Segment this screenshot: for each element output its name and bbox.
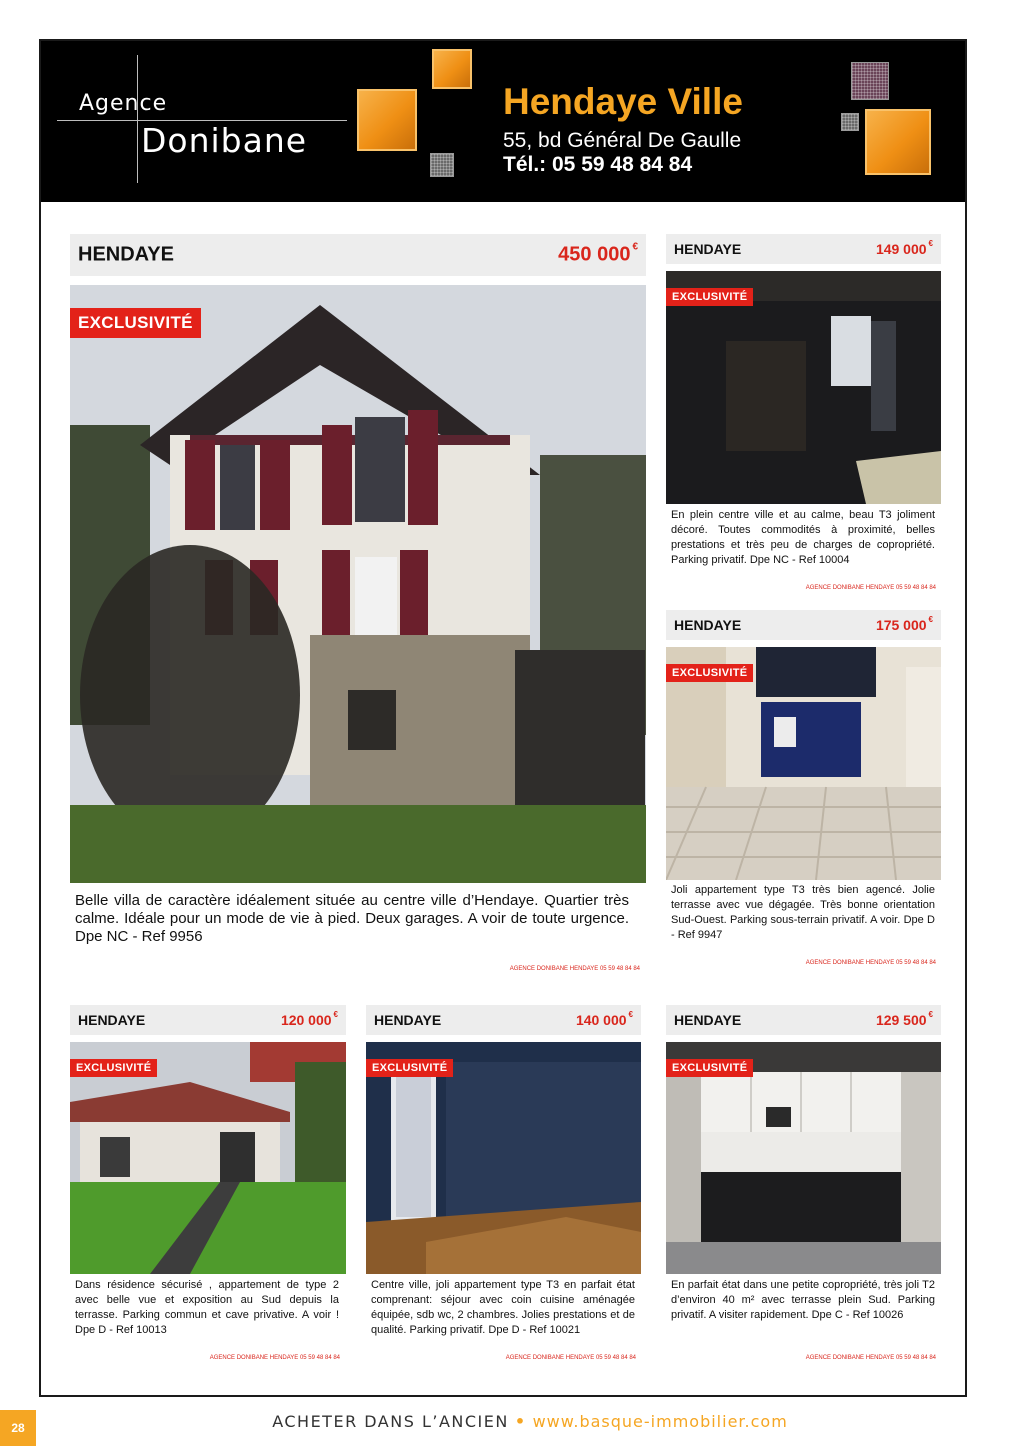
page-number: 28 xyxy=(0,1410,36,1446)
footer-slogan: ACHETER DANS L’ANCIEN xyxy=(272,1412,509,1431)
listing-photo-residence-garden[interactable] xyxy=(70,1042,346,1274)
listing-price: 450 000 € xyxy=(558,241,638,266)
footer-separator: • xyxy=(514,1412,527,1431)
office-phone[interactable]: Tél.: 05 59 48 84 84 xyxy=(503,153,693,176)
exclusivity-badge: EXCLUSIVITÉ xyxy=(666,288,753,306)
listing-city: HENDAYE xyxy=(78,243,174,266)
page-footer xyxy=(0,1412,1024,1431)
listing-header xyxy=(666,234,941,264)
agency-header xyxy=(41,41,965,202)
listing-photo-living-room-dark[interactable] xyxy=(666,271,941,504)
decor-square-grid xyxy=(851,62,889,100)
listing-price: 175 000 € xyxy=(875,615,933,633)
listing-photo-empty-room[interactable] xyxy=(366,1042,641,1274)
decor-square-orange xyxy=(432,49,472,89)
listing-description: Joli appartement type T3 très bien agencé. Jolie terrasse avec vue dégagée. Très bonne orientation Sud-Ouest. Parking sous-terrain privatif. A voir. Dpe D - Ref 9947 xyxy=(671,884,935,941)
listing-header xyxy=(70,1005,346,1035)
listing-city: HENDAYE xyxy=(674,617,742,633)
office-address: 55, bd Général De Gaulle xyxy=(503,129,742,152)
listing-description: Dans résidence sécurisé , appartement de type 2 avec belle vue et exposition au Sud depuis la terrasse. Parking commun et cave privative. A voir ! Dpe D - Ref 10013 xyxy=(75,1279,339,1336)
footer-website-link[interactable]: www.basque-immobilier.com xyxy=(532,1412,788,1431)
exclusivity-badge: EXCLUSIVITÉ xyxy=(666,1059,753,1077)
decor-square-orange xyxy=(357,89,417,151)
listing-price: 129 500 € xyxy=(875,1010,933,1028)
listing-city: HENDAYE xyxy=(674,1012,742,1028)
decor-square-orange xyxy=(865,109,931,175)
listing-photo-kitchen-tiled[interactable] xyxy=(666,647,941,880)
exclusivity-badge: EXCLUSIVITÉ xyxy=(70,1059,157,1077)
listing-header xyxy=(366,1005,641,1035)
listing-agency-credit: AGENCE DONIBANE HENDAYE 05 59 48 84 84 xyxy=(805,960,936,966)
listing-photo-kitchen-white[interactable] xyxy=(666,1042,941,1274)
exclusivity-badge: EXCLUSIVITÉ xyxy=(366,1059,453,1077)
decor-square-grid xyxy=(841,113,859,131)
exclusivity-badge: EXCLUSIVITÉ xyxy=(70,308,201,338)
listing-description: Belle villa de caractère idéalement située au centre ville d’Hendaye. Quartier très calme. Idéale pour un mode de vie à pied. Deux garages. A voir de toute urgence. Dpe NC - Ref 9956 xyxy=(75,892,629,945)
exclusivity-badge: EXCLUSIVITÉ xyxy=(666,664,753,682)
logo-donibane-text: Donibane xyxy=(141,121,308,160)
office-title: Hendaye Ville xyxy=(503,81,743,122)
listing-agency-credit: AGENCE DONIBANE HENDAYE 05 59 48 84 84 xyxy=(209,1355,340,1361)
listing-city: HENDAYE xyxy=(374,1012,442,1028)
listing-description: En parfait état dans une petite copropriété, très joli T2 d’environ 40 m² avec terrasse plein Sud. Parking privatif. A visiter rapidement. Dpe C - Ref 10026 xyxy=(671,1279,935,1321)
listing-price: 140 000 € xyxy=(575,1010,633,1028)
listing-price: 120 000 € xyxy=(280,1010,338,1028)
logo-divider-vertical xyxy=(137,55,138,183)
listing-agency-credit: AGENCE DONIBANE HENDAYE 05 59 48 84 84 xyxy=(805,1355,936,1361)
logo-agence-text: Agence xyxy=(79,91,168,116)
listing-header xyxy=(70,234,646,276)
listing-city: HENDAYE xyxy=(78,1012,146,1028)
listing-agency-credit: AGENCE DONIBANE HENDAYE 05 59 48 84 84 xyxy=(505,1355,636,1361)
listing-photo-villa[interactable] xyxy=(70,285,646,883)
listing-header xyxy=(666,1005,941,1035)
decor-square-grid xyxy=(430,153,454,177)
listing-price: 149 000 € xyxy=(875,239,933,257)
listing-agency-credit: AGENCE DONIBANE HENDAYE 05 59 48 84 84 xyxy=(509,966,640,972)
listing-description: Centre ville, joli appartement type T3 en parfait état comprenant: séjour avec coin cuisine aménagée équipée, sdb wc, 2 chambres. Jolies prestations et de qualité. Parking privatif. Dpe D - Ref 10021 xyxy=(371,1279,635,1336)
listing-description: En plein centre ville et au calme, beau T3 joliment décoré. Toutes commodités à proximité, belles prestations et très peu de charges de copropriété. Parking privatif. Dpe NC - Ref 10004 xyxy=(671,509,935,566)
listing-city: HENDAYE xyxy=(674,241,742,257)
listing-header xyxy=(666,610,941,640)
listing-agency-credit: AGENCE DONIBANE HENDAYE 05 59 48 84 84 xyxy=(805,585,936,591)
